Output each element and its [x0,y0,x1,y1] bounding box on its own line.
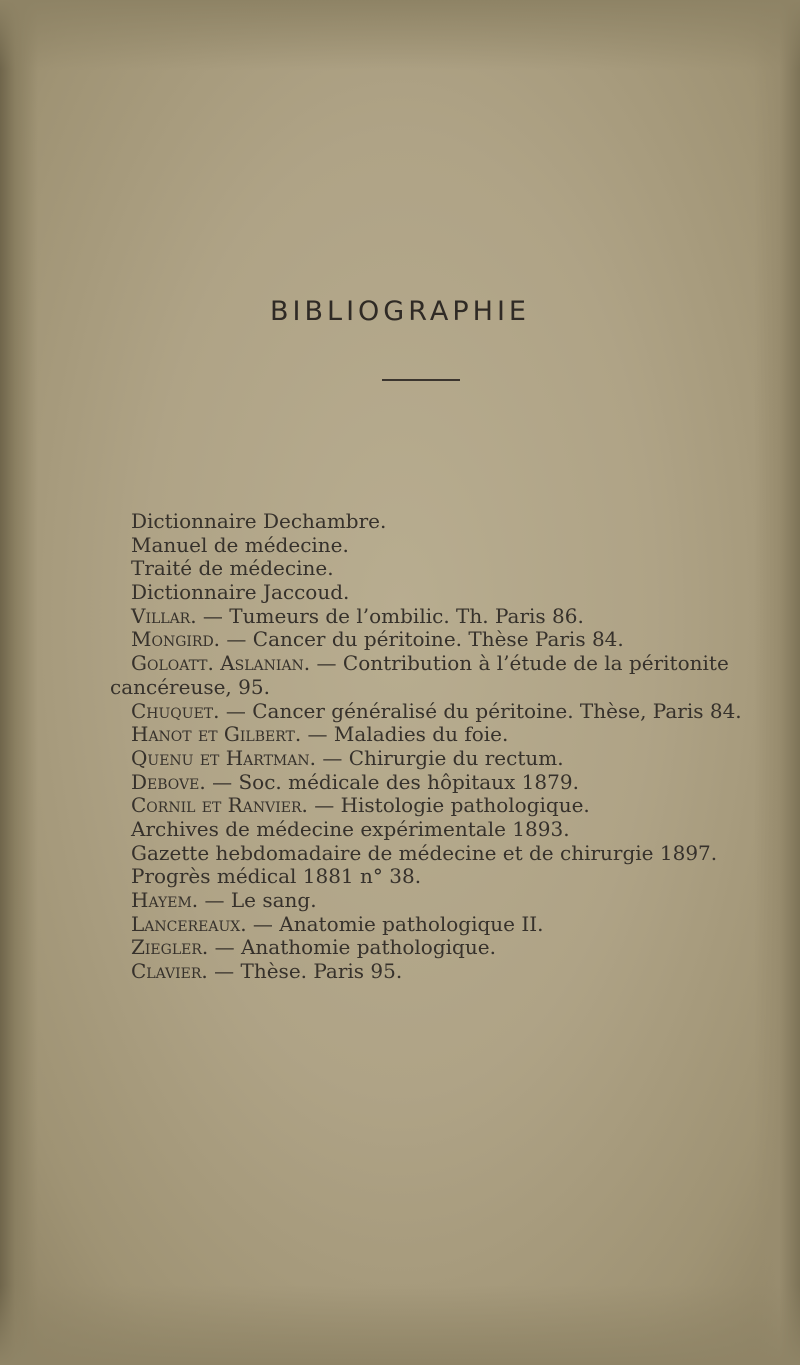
entry-author: Goloatt. Aslanian. [131,651,311,676]
entry-text: — Cancer généralisé du péritoine. Thèse, Paris 84. [219,698,742,723]
entry-text: — Maladies du foie. [301,722,509,747]
bibliography-entry [0,865,800,889]
entry-text: Archives de médecine expérimentale 1893. [131,816,570,841]
entry-text: — Anathomie pathologique. [208,935,496,960]
entry-text: Traité de médecine. [131,556,334,581]
bibliography-entry [0,510,800,534]
entry-author: Villar. [131,603,197,628]
entry-text: — Thèse. Paris 95. [207,959,403,984]
entry-author: Lancereaux. [131,911,247,936]
entry-text: cancéreuse, 95. [110,674,270,699]
bibliography-entry [0,557,800,581]
page-title: BIBLIOGRAPHIE [270,296,530,327]
title-divider [382,379,460,381]
page-edge-shadow-top [0,0,800,70]
bibliography-entry [0,652,800,676]
bibliography-entry [0,771,800,795]
bibliography-entry-continuation [0,676,800,700]
bibliography-entry [0,889,800,913]
bibliography-entry [0,936,800,960]
entry-text: — Anatomie pathologique II. [246,911,544,936]
entry-author: Chuquet. [131,698,220,723]
bibliography-entry [0,723,800,747]
entry-text: Gazette hebdomadaire de médecine et de chirurgie 1897. [131,840,718,865]
bibliography-entry [0,913,800,937]
bibliography-entry [0,747,800,771]
bibliography-entry [0,534,800,558]
entry-author: Hanot et Gilbert. [131,722,302,747]
bibliography-entry [0,628,800,652]
bibliography-entry [0,581,800,605]
bibliography-entry [0,818,800,842]
entry-author: Mongird. [131,627,221,652]
entry-text: Dictionnaire Jaccoud. [131,580,350,605]
entry-author: Quenu et Hartman. [131,745,316,770]
bibliography-entry [0,700,800,724]
bibliography-entry [0,960,800,984]
bibliography-entry [0,842,800,866]
entry-author: Clavier. [131,959,208,984]
entry-author: Ziegler. [131,935,209,960]
bibliography-list [0,510,800,984]
entry-text: — Chirurgie du rectum. [315,745,564,770]
entry-text: — Contribution à l’étude de la péritonite [310,651,729,676]
entry-author: Hayem. [131,888,199,912]
entry-text: — Histologie pathologique. [307,793,590,818]
entry-text: Progrès médical 1881 n° 38. [131,864,422,889]
page-edge-shadow-bottom [0,1285,800,1365]
entry-text: — Soc. médicale des hôpitaux 1879. [205,769,579,794]
entry-text: Manuel de médecine. [131,532,349,557]
bibliography-entry [0,794,800,818]
entry-author: Debove. [131,769,206,794]
entry-text: Dictionnaire Dechambre. [131,509,387,533]
entry-text: — Le sang. [198,888,317,912]
entry-text: — Cancer du péritoine. Thèse Paris 84. [220,627,624,652]
entry-text: — Tumeurs de l’ombilic. Th. Paris 86. [196,603,584,628]
entry-author: Cornil et Ranvier. [131,793,308,818]
bibliography-entry [0,605,800,629]
